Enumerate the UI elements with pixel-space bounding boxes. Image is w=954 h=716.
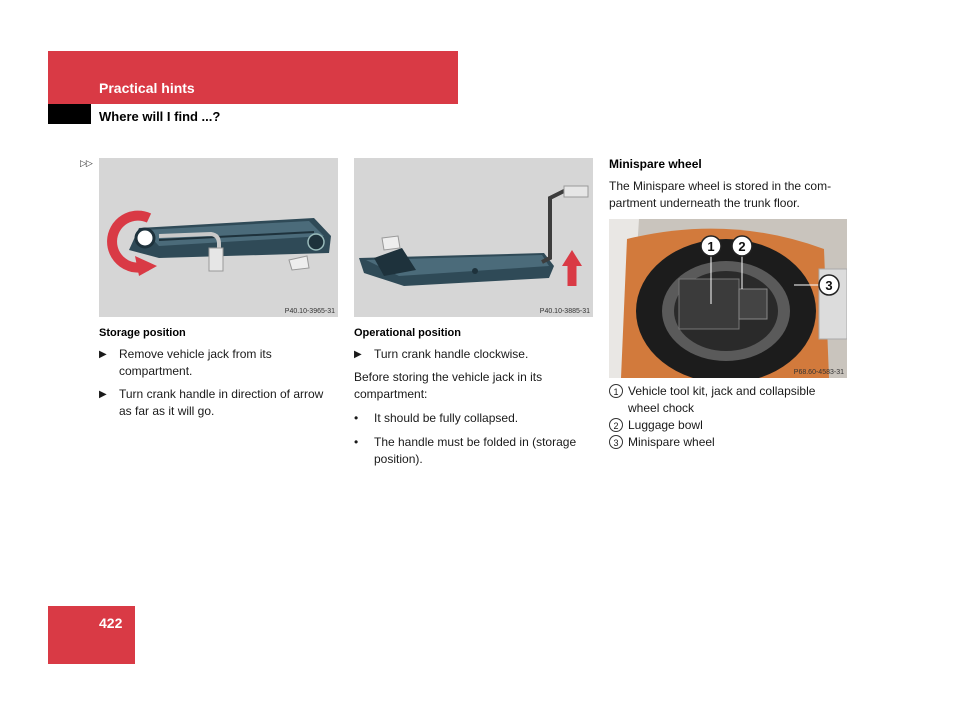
callout-1-label: 1 — [707, 239, 715, 254]
jack-operational-figure — [354, 158, 593, 317]
figure-code: P40.10-3885-31 — [539, 308, 590, 315]
section-tab-marker — [48, 104, 91, 124]
step-item — [99, 386, 339, 420]
continuation-mark: ▷▷ — [80, 158, 92, 168]
minispare-heading: Minispare wheel — [609, 157, 702, 171]
bullet-dot-icon: • — [354, 411, 359, 425]
step-arrow-icon: ▶ — [99, 349, 107, 360]
legend-item — [609, 434, 849, 451]
legend-number-icon: 3 — [609, 435, 623, 449]
legend-text: Minispare wheel — [628, 435, 715, 449]
figure-code: P68.60-4583-31 — [793, 369, 844, 376]
step-arrow-icon: ▶ — [354, 349, 362, 360]
step-item — [354, 346, 594, 363]
minispare-illustration — [609, 219, 847, 378]
bullet-item — [354, 434, 594, 468]
step-text: Turn crank handle clockwise. — [374, 347, 529, 361]
bullet-text: It should be fully collapsed. — [374, 411, 519, 425]
legend-item — [609, 417, 849, 434]
bullet-text: The handle must be folded in (storage position). — [374, 435, 577, 466]
figure-code: P40.10-3965-31 — [284, 308, 335, 315]
page-number: 422 — [99, 615, 123, 631]
step-item — [99, 346, 339, 380]
callout-2-label: 2 — [738, 239, 746, 254]
legend-text: Vehicle tool kit, jack and collapsible wheel chock — [628, 384, 816, 415]
step-arrow-icon: ▶ — [99, 389, 107, 400]
section-title: Practical hints — [99, 80, 195, 96]
step-text: Remove vehicle jack from its compartment. — [119, 347, 272, 378]
legend-number-icon: 2 — [609, 418, 623, 432]
callout-3-label: 3 — [825, 278, 833, 293]
header-band — [48, 51, 458, 104]
legend-item — [609, 383, 849, 417]
minispare-photo — [609, 219, 847, 378]
jack-storage-illustration — [99, 158, 338, 317]
step-text: Turn crank handle in direction of arrow as far as it will go. — [119, 387, 324, 418]
subsection-title: Where will I find ...? — [99, 109, 221, 124]
operational-caption: Operational position — [354, 327, 461, 339]
jack-storage-figure — [99, 158, 338, 317]
minispare-intro: The Minispare wheel is stored in the com-partment underneath the trunk floor. — [609, 179, 832, 210]
legend-number-icon: 1 — [609, 384, 623, 398]
storage-caption: Storage position — [99, 327, 186, 339]
jack-operational-illustration — [354, 158, 593, 317]
legend-text: Luggage bowl — [628, 418, 703, 432]
bullet-dot-icon: • — [354, 435, 359, 449]
storing-note: Before storing the vehicle jack in its compartment: — [354, 370, 543, 401]
bullet-item — [354, 410, 594, 427]
